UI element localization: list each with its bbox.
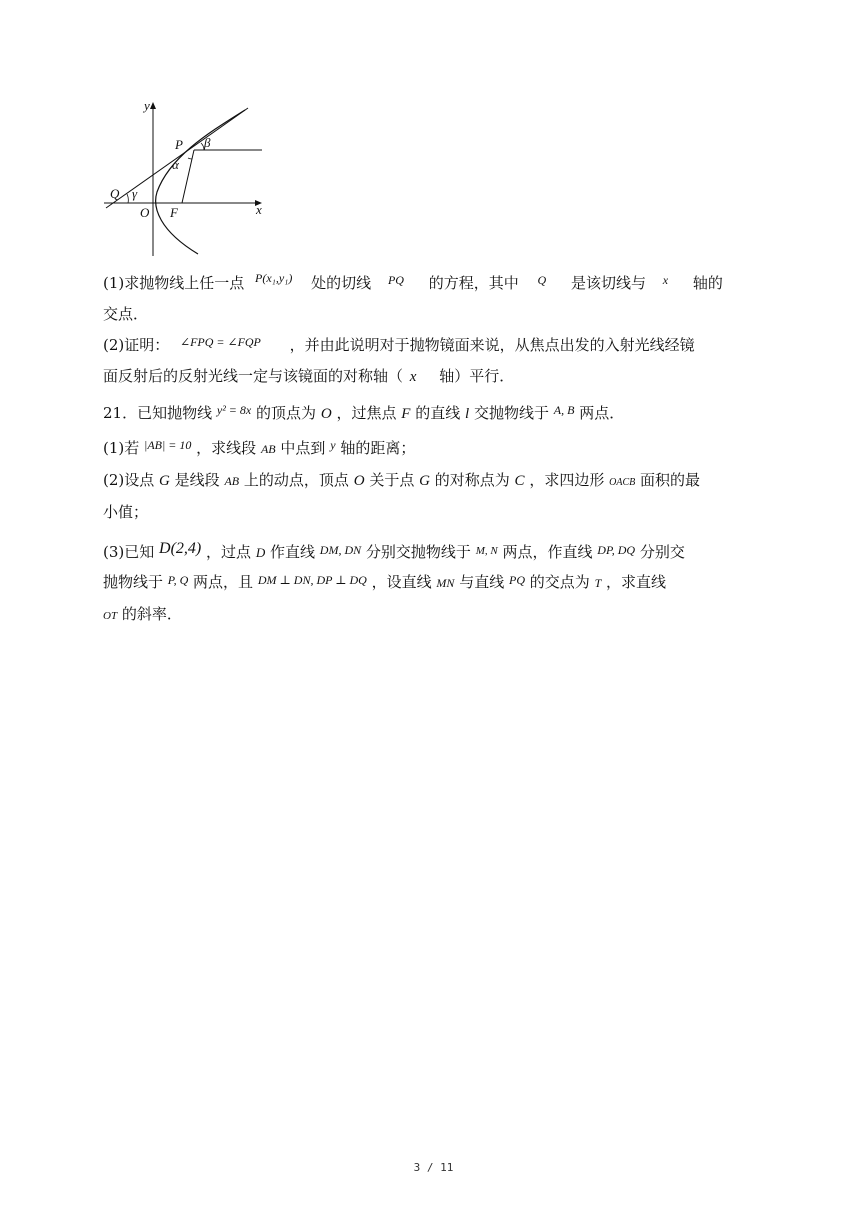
text: 交点． (103, 305, 149, 323)
math-AB: AB (260, 442, 276, 456)
text: ，求线段 (196, 439, 257, 457)
math-y: y (330, 438, 336, 452)
math-l: l (464, 406, 470, 422)
text: 分别交抛物线于 (365, 543, 471, 561)
text: 轴的 (692, 274, 723, 292)
text: 的方程，其中 (428, 274, 519, 292)
label-gamma: γ (132, 186, 138, 201)
label-y: y (144, 98, 150, 113)
math-MN: MN (436, 576, 455, 590)
math-AB: A, B (553, 403, 575, 417)
text: 的直线 (415, 404, 461, 422)
math-PQ: PQ (509, 573, 525, 587)
text: 关于点 (369, 471, 415, 489)
text: 面积的最 (640, 471, 701, 489)
math-O: O (353, 473, 365, 489)
text: 是线段 (174, 471, 220, 489)
q21-part3-line1 (103, 542, 685, 564)
alpha-arc (188, 158, 192, 159)
text: 轴）平行． (439, 367, 515, 385)
label-P: P (175, 137, 183, 152)
page-number: 3 / 11 (413, 1161, 454, 1174)
text: 是该切线与 (570, 274, 646, 292)
math-Q: Q (537, 273, 547, 287)
text: 的对称点为 (434, 471, 510, 489)
math-point-P: P(x₁,y₁) (255, 271, 293, 285)
label-Q: Q (110, 186, 120, 201)
text: 两点． (579, 404, 625, 422)
math-perpendicular: DM ⊥ DN, DP ⊥ DQ (257, 573, 367, 587)
math-DM-DN: DM, DN (319, 543, 362, 557)
text: 的顶点为 (256, 404, 317, 422)
text: 抛物线于 (103, 573, 164, 591)
text: (2)设点 (103, 471, 155, 489)
math-O: O (320, 406, 332, 422)
text: ，过点 (206, 543, 252, 561)
text: 小值； (103, 503, 149, 521)
math-OT: OT (103, 610, 118, 622)
q21-part2-line1 (103, 470, 700, 493)
math-x: x (409, 369, 417, 385)
math-T: T (594, 576, 602, 590)
q21-part3-line2 (103, 572, 666, 593)
q20-part1-line2 (103, 304, 148, 324)
text: 处的切线 (311, 274, 372, 292)
focal-segment (182, 150, 194, 203)
text: 面反射后的反射光线一定与该镜面的对称轴（ (103, 367, 404, 385)
label-beta: β (204, 135, 211, 150)
math-D-point: D(2,4) (159, 540, 202, 557)
math-x: x (662, 273, 669, 287)
math-F: F (401, 406, 411, 422)
text: 轴的距离； (340, 439, 416, 457)
text: 的斜率． (121, 605, 182, 623)
math-PQ: PQ (387, 273, 404, 287)
gamma-arc (127, 194, 128, 203)
math-M-N: M, N (475, 545, 498, 557)
text: 与直线 (459, 573, 505, 591)
text: ，设直线 (371, 573, 432, 591)
label-F: F (170, 205, 178, 220)
math-AB: AB (224, 474, 240, 488)
text: 分别交 (639, 543, 685, 561)
text: ，并由此说明对于抛物镜面来说，从焦点出发的入射光线经镜 (289, 336, 695, 354)
q21-part1 (103, 438, 415, 459)
math-angle-eq: ∠FPQ = ∠FQP (180, 335, 261, 349)
math-G: G (419, 473, 430, 489)
q20-part1-line1 (103, 273, 763, 294)
text: ，求四边形 (529, 471, 605, 489)
parabola-figure (100, 96, 270, 261)
text: (1)若 (103, 439, 140, 457)
text: (2)证明： (103, 336, 170, 354)
parabola-curve (156, 110, 245, 254)
text: ，过焦点 (336, 404, 397, 422)
text: 两点，且 (193, 573, 254, 591)
y-axis-arrow (150, 102, 156, 109)
label-O: O (140, 205, 150, 220)
text: ，求直线 (606, 573, 667, 591)
q20-part2-line1 (103, 335, 695, 356)
text: 21．已知抛物线 (103, 404, 213, 422)
text: 的交点为 (529, 573, 590, 591)
text: (1)求抛物线上任一点 (103, 274, 245, 292)
label-alpha: α (172, 157, 179, 172)
label-x: x (256, 202, 262, 217)
math-parabola-eq: y² = 8x (216, 403, 252, 417)
q20-part2-line2 (103, 366, 514, 387)
math-D: D (255, 545, 266, 560)
math-AB-eq: |AB| = 10 (144, 438, 192, 452)
q21-part2-line2 (103, 502, 148, 522)
text: 作直线 (270, 543, 316, 561)
math-P-Q: P, Q (167, 573, 189, 587)
text: 交抛物线于 (473, 404, 549, 422)
math-C: C (514, 473, 525, 489)
q21-stem (103, 403, 624, 424)
math-OACB: OACB (609, 477, 636, 488)
math-G: G (159, 473, 170, 489)
text: (3)已知 (103, 543, 155, 561)
text: 两点，作直线 (502, 543, 593, 561)
text: 中点到 (280, 439, 326, 457)
math-DP-DQ: DP, DQ (597, 543, 636, 557)
text: 上的动点，顶点 (243, 471, 349, 489)
q21-part3-line3 (103, 604, 182, 626)
